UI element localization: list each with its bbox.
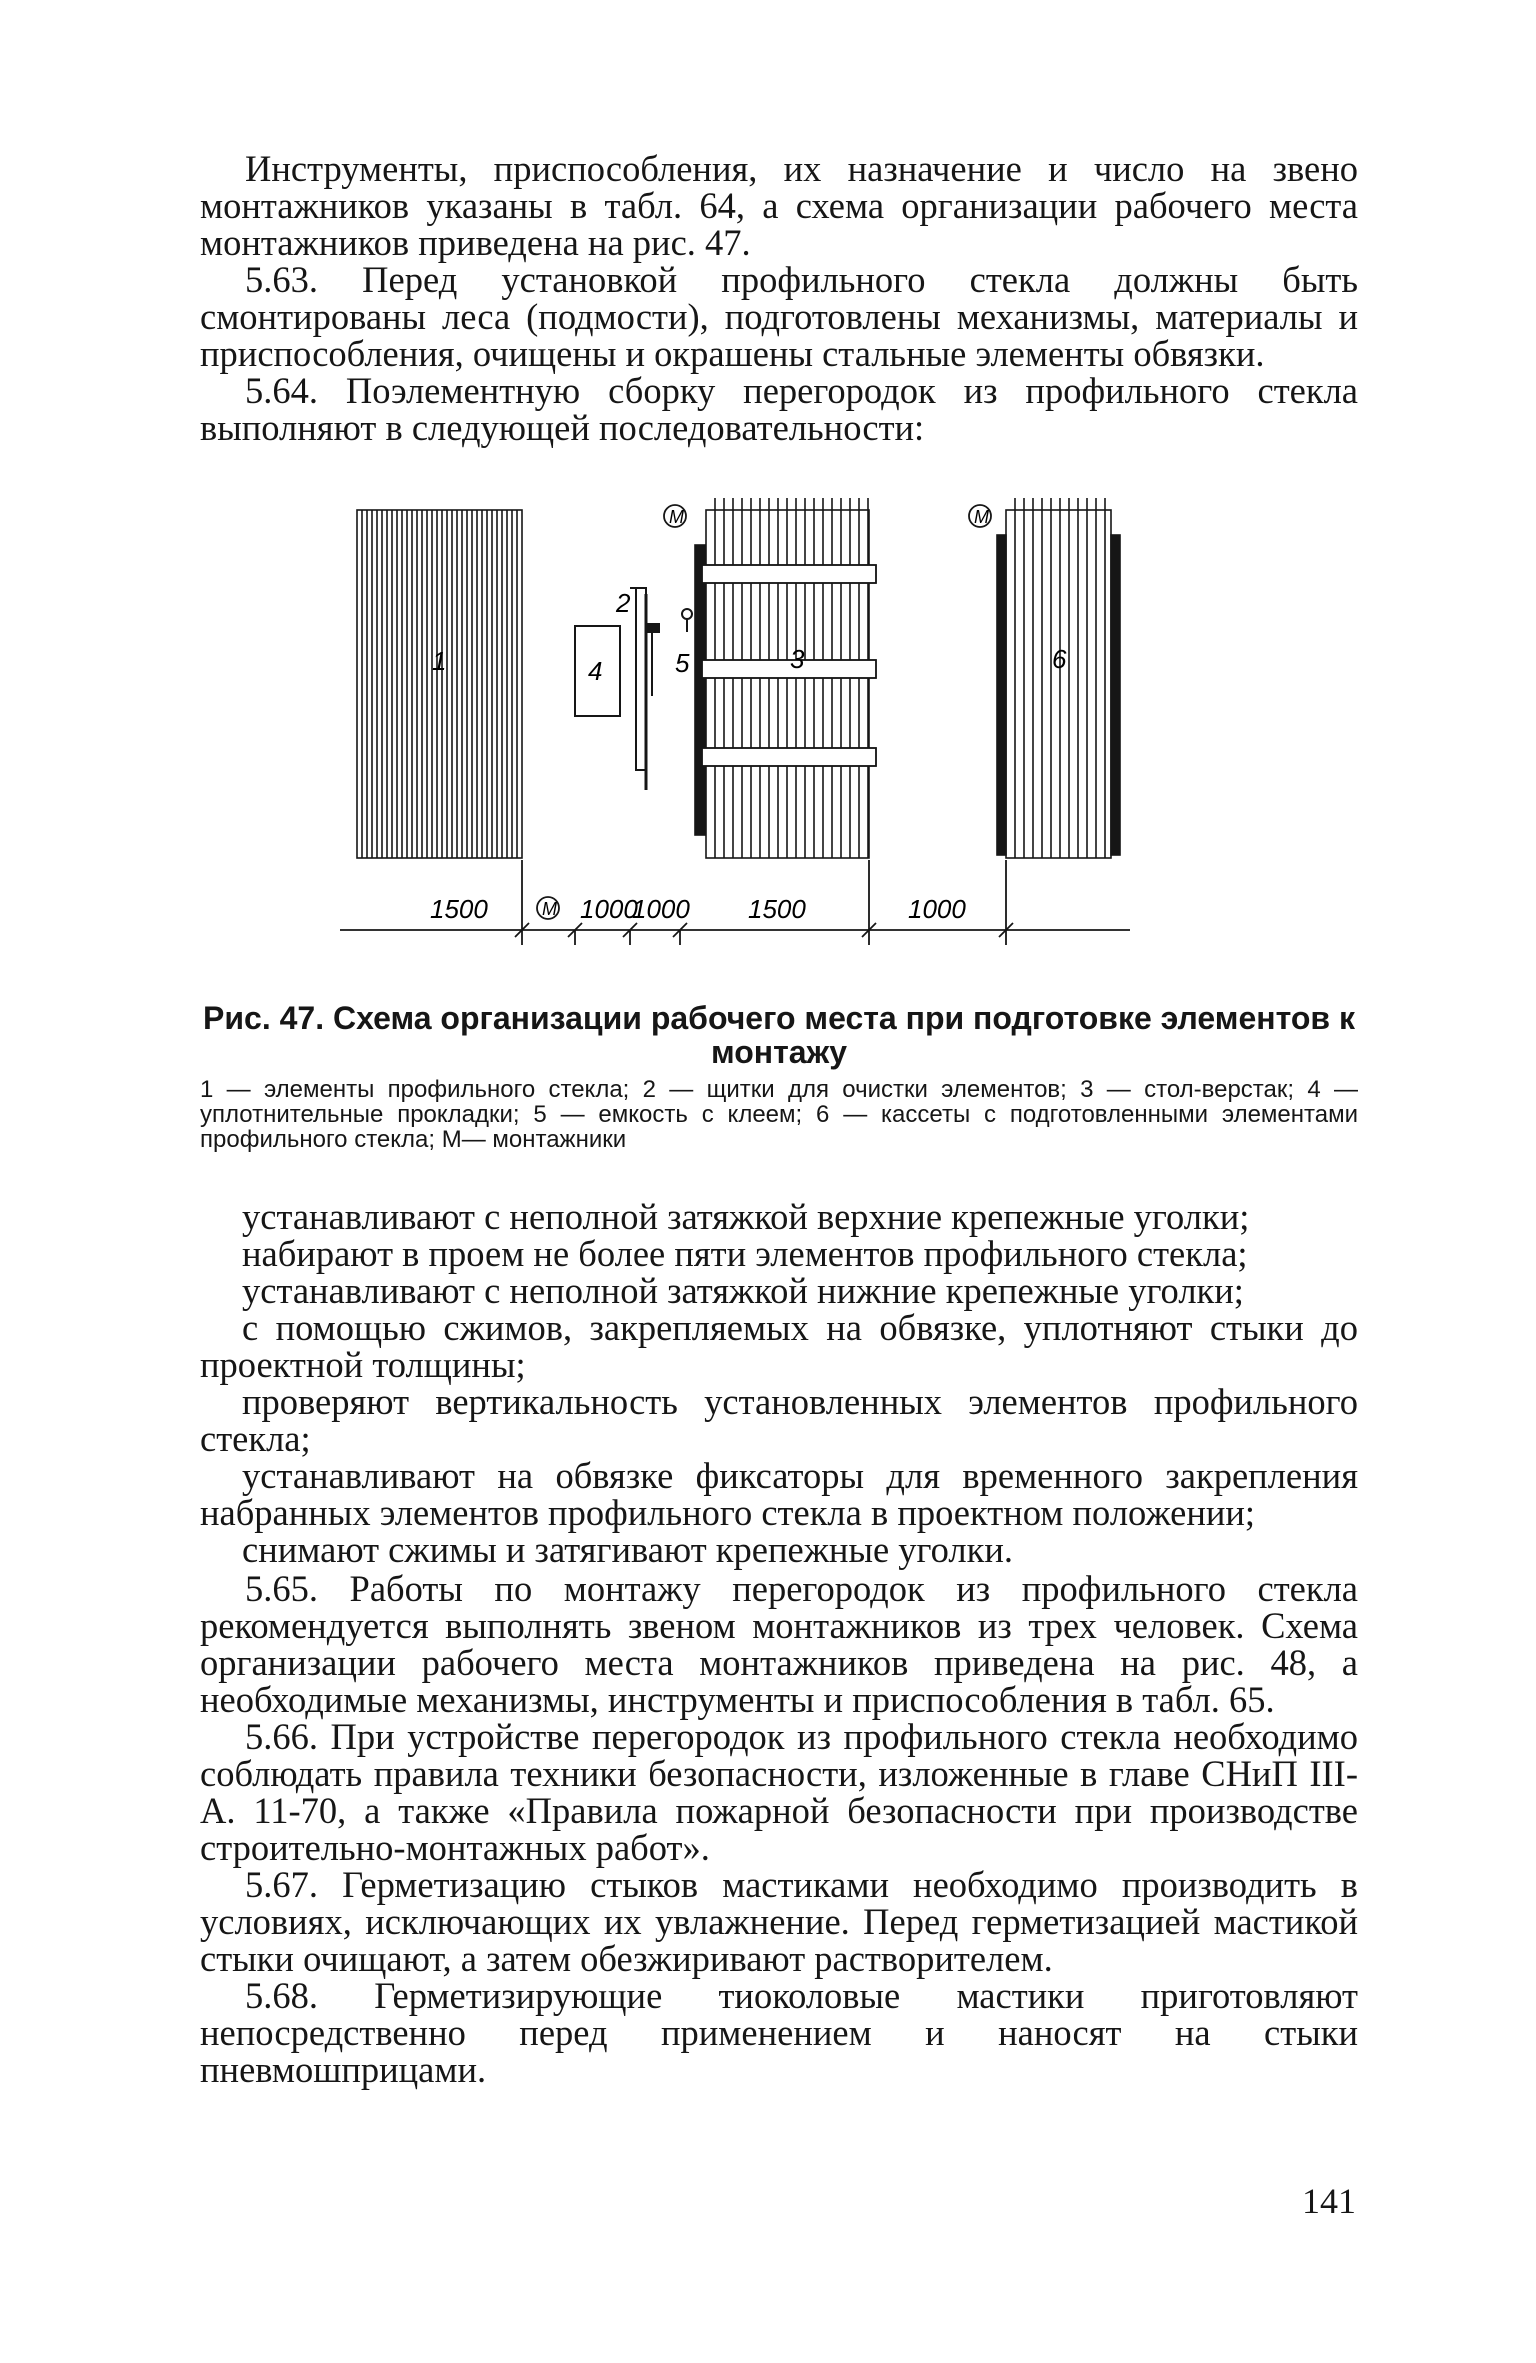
label-3: 3 [790,644,805,674]
intro-paragraph: 5.63. Перед установкой профильного стекла должны быть смонтированы леса (подмости), подготовлены механизмы, материалы и приспособления, очищены и окрашены стальные элементы обвязки. [200,259,1358,374]
figure-caption [200,1001,1358,1152]
dimension-1000-b: 1000 [632,894,690,924]
dimension-1000-a: 1000 [580,894,638,924]
intro-text [200,150,1358,446]
list-item: устанавливают с неполной затяжкой верхние крепежные уголки; [242,1196,1250,1237]
closing-paragraph: 5.68. Герметизирующие тиоколовые мастики приготовляют непосредственно перед применением и наносят на стыки пневмошприцами. [200,1975,1358,2090]
dimension-m-label: М [542,899,557,919]
cleaning-shields-2 [630,588,646,790]
label-4: 4 [588,656,603,686]
label-2: 2 [616,588,631,618]
worker-m-label: М [669,507,684,527]
workplace-scheme-drawing [330,490,1230,960]
label-6: 6 [1052,644,1067,674]
figure-47-diagram [330,490,1230,960]
closing-paragraph: 5.65. Работы по монтажу перегородок из профильного стекла рекомендуется выполнять звеном монтажников из трех человек. Схема организации рабочего места монтажников приведена на рис. 48, а необходимые механизмы, инструменты и приспособления в табл. 65. [200,1568,1358,1720]
intro-paragraph: Инструменты, приспособления, их назначение и число на звено монтажников указаны в табл. 64, а схема организации рабочего места монтажников приведена на рис. 47. [200,148,1358,263]
worker-m-marker [664,505,686,527]
worker-m-marker [969,505,991,527]
dimension-worker-m [537,897,559,919]
list-item: проверяют вертикальность установленных элементов профильного стекла; [200,1381,1358,1459]
list-item: устанавливают на обвязке фиксаторы для временного закрепления набранных элементов профильного стекла в проектном положении; [200,1455,1358,1533]
glass-stack-1 [357,510,522,858]
dimension-1500-right: 1500 [748,894,806,924]
caption-title: Рис. 47. Схема организации рабочего места при подготовке элементов к монтажу [203,1000,1355,1070]
list-item: с помощью сжимов, закрепляемых на обвязке, уплотняют стыки до проектной толщины; [200,1307,1358,1385]
intro-paragraph: 5.64. Поэлементную сборку перегородок из профильного стекла выполняют в следующей последовательности: [200,370,1358,448]
caption-legend: 1 — элементы профильного стекла; 2 — щитки для очистки элементов; 3 — стол-верстак; 4 — уплотнительные прокладки; 5 — емкость с клеем; 6 — кассеты с подготовленными элементами профильного стекла; М— монтажники [200,1076,1358,1153]
closing-paragraph: 5.67. Герметизацию стыков мастиками необходимо производить в условиях, исключающих их увлажнение. Перед герметизацией мастикой стыки очищают, а затем обезжиривают растворителем. [200,1864,1358,1979]
assembly-steps-list [200,1198,1358,2088]
dimension-1500-left: 1500 [430,894,488,924]
label-5: 5 [675,648,690,678]
list-item: устанавливают с неполной затяжкой нижние крепежные уголки; [242,1270,1244,1311]
label-1: 1 [432,646,447,676]
dimension-1000-c: 1000 [908,894,966,924]
page-number: 141 [1302,2181,1356,2221]
list-item: снимают сжимы и затягивают крепежные уголки. [242,1529,1013,1570]
cassettes-6 [997,498,1120,858]
list-item: набирают в проем не более пяти элементов профильного стекла; [242,1233,1248,1274]
closing-paragraph: 5.66. При устройстве перегородок из профильного стекла необходимо соблюдать правила техники безопасности, изложенные в главе СНиП III-А. 11-70, а также «Правила пожарной безопасности при производстве строительно-монтажных работ». [200,1716,1358,1868]
workbench-3 [695,498,876,858]
worker-m-label: М [974,507,989,527]
